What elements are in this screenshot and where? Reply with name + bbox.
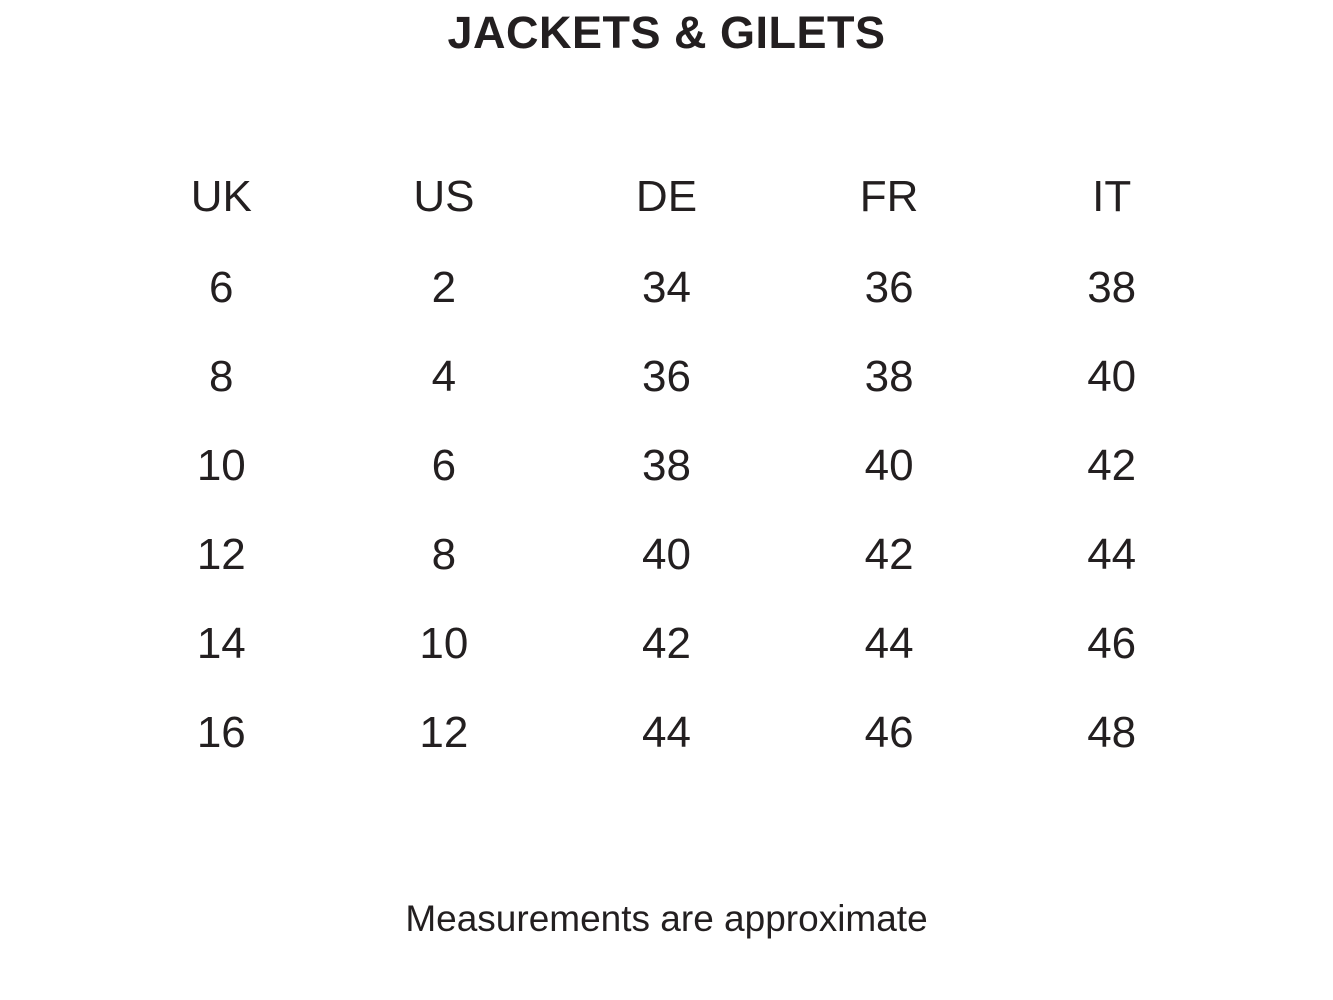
cell-it: 46	[1087, 619, 1137, 668]
cell-us: 12	[419, 708, 469, 757]
cell-it: 48	[1087, 708, 1137, 757]
size-table-container	[0, 150, 1333, 778]
cell-de: 44	[642, 708, 691, 757]
cell-us: 4	[431, 352, 457, 401]
cell-us: 8	[431, 530, 457, 579]
column-header-us: US	[413, 171, 475, 221]
cell-fr: 36	[864, 263, 914, 312]
cell-us: 6	[431, 441, 457, 490]
table-header-row	[110, 150, 1223, 244]
cell-uk: 8	[209, 352, 234, 401]
column-header-de: DE	[635, 171, 698, 221]
cell-fr: 40	[864, 441, 914, 490]
table-body	[110, 244, 1223, 778]
cell-de: 36	[642, 352, 691, 401]
cell-uk: 16	[196, 708, 246, 757]
table-row	[110, 689, 1223, 778]
cell-fr: 46	[864, 708, 914, 757]
cell-us: 10	[419, 619, 469, 668]
cell-de: 42	[642, 619, 691, 668]
cell-it: 38	[1087, 263, 1137, 312]
table-row	[110, 422, 1223, 511]
cell-it: 40	[1087, 352, 1137, 401]
cell-it: 42	[1087, 441, 1137, 490]
cell-us: 2	[431, 263, 457, 312]
cell-de: 40	[642, 530, 691, 579]
cell-fr: 42	[864, 530, 914, 579]
page-title: JACKETS & GILETS	[447, 7, 886, 58]
column-header-fr: FR	[859, 171, 919, 221]
cell-de: 38	[642, 441, 691, 490]
table-row	[110, 244, 1223, 333]
column-header-it: IT	[1092, 171, 1132, 221]
size-conversion-table	[110, 150, 1223, 778]
cell-uk: 10	[196, 441, 246, 490]
cell-uk: 14	[196, 619, 246, 668]
table-header	[110, 150, 1223, 244]
cell-de: 34	[642, 263, 691, 312]
table-row	[110, 600, 1223, 689]
cell-it: 44	[1087, 530, 1137, 579]
column-header-uk: UK	[190, 171, 252, 221]
table-row	[110, 511, 1223, 600]
footnote-text: Measurements are approximate	[405, 898, 928, 939]
cell-uk: 6	[209, 263, 234, 312]
table-row	[110, 333, 1223, 422]
cell-uk: 12	[196, 530, 246, 579]
cell-fr: 38	[864, 352, 914, 401]
cell-fr: 44	[864, 619, 914, 668]
